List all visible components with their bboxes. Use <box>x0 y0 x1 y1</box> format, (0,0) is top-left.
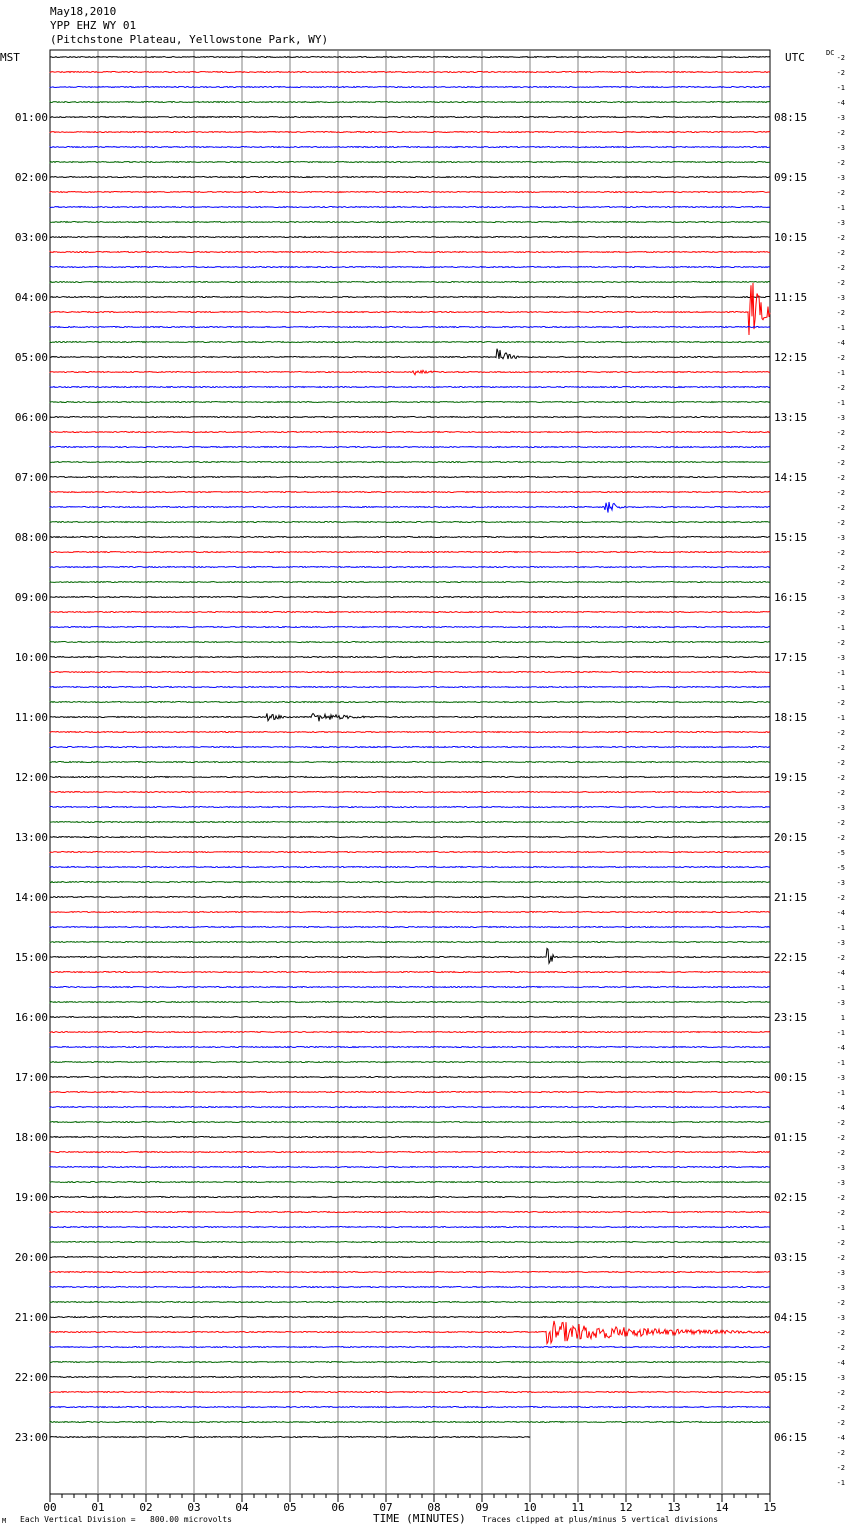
dc-offset-value: -2 <box>836 1464 845 1472</box>
trace-line <box>50 972 770 973</box>
left-timezone-label: MST <box>0 51 20 64</box>
dc-offset-value: -3 <box>836 294 845 302</box>
x-tick-label: 14 <box>715 1501 729 1514</box>
dc-offset-value: -3 <box>836 879 845 887</box>
dc-offset-value: -1 <box>836 204 845 212</box>
trace-line <box>50 327 770 328</box>
dc-offset-header: DC <box>826 49 835 57</box>
dc-offset-value: -2 <box>836 279 845 287</box>
dc-offset-value: -1 <box>836 1224 845 1232</box>
trace-line <box>50 1152 770 1153</box>
trace-line <box>50 1227 770 1228</box>
left-hour-label: 23:00 <box>14 1431 48 1444</box>
right-hour-label: 05:15 <box>774 1371 808 1384</box>
trace-line <box>50 1392 770 1393</box>
dc-offset-value: -2 <box>836 744 845 752</box>
trace-line <box>50 1321 770 1344</box>
trace-line <box>50 162 770 163</box>
trace-line <box>50 837 770 838</box>
dc-offset-value: -2 <box>836 189 845 197</box>
dc-offset-value: -3 <box>836 939 845 947</box>
trace-line <box>50 927 770 928</box>
dc-offset-value: -3 <box>836 114 845 122</box>
trace-line <box>50 687 770 688</box>
trace-line <box>50 1122 770 1123</box>
dc-offset-value: -5 <box>836 864 845 872</box>
dc-offset-value: -1 <box>836 1089 845 1097</box>
left-hour-label: 08:00 <box>14 531 48 544</box>
trace-line <box>50 1077 770 1078</box>
clip-note: Traces clipped at plus/minus 5 vertical divisions <box>482 1515 719 1524</box>
trace-line <box>50 447 770 448</box>
trace-line <box>50 502 770 513</box>
dc-offset-value: -4 <box>836 99 845 107</box>
x-tick-label: 12 <box>619 1501 633 1514</box>
dc-offset-value: -3 <box>836 144 845 152</box>
trace-line <box>50 882 770 883</box>
right-timezone-label: UTC <box>785 51 805 64</box>
dc-offset-value: -4 <box>836 339 845 347</box>
trace-line <box>50 252 770 253</box>
trace-line <box>50 747 770 748</box>
right-hour-label: 10:15 <box>774 231 808 244</box>
trace-line <box>50 177 770 178</box>
trace-line <box>50 1017 770 1018</box>
dc-offset-value: -2 <box>836 459 845 467</box>
trace-line <box>50 417 770 418</box>
left-hour-label: 15:00 <box>14 951 48 964</box>
trace-line <box>50 1002 770 1003</box>
trace-line <box>50 537 770 538</box>
trace-line <box>50 1182 770 1183</box>
trace-line <box>50 1407 770 1408</box>
dc-offset-value: -4 <box>836 969 845 977</box>
dc-offset-value: -2 <box>836 1209 845 1217</box>
trace-line <box>50 657 770 658</box>
trace-line <box>50 912 770 913</box>
trace-line <box>50 852 770 853</box>
dc-offset-value: -3 <box>836 1374 845 1382</box>
dc-offset-value: -5 <box>836 849 845 857</box>
x-tick-label: 03 <box>187 1501 201 1514</box>
trace-line <box>50 147 770 148</box>
trace-line <box>50 72 770 73</box>
dc-offset-value: -2 <box>836 609 845 617</box>
dc-offset-value: -2 <box>836 54 845 62</box>
trace-line <box>50 1212 770 1213</box>
left-hour-label: 17:00 <box>14 1071 48 1084</box>
dc-offset-value: -3 <box>836 174 845 182</box>
trace-line <box>50 612 770 613</box>
dc-offset-value: -2 <box>836 1329 845 1337</box>
x-tick-label: 11 <box>571 1501 585 1514</box>
dc-offset-value: -3 <box>836 804 845 812</box>
dc-offset-value: -2 <box>836 699 845 707</box>
trace-line <box>50 1302 770 1303</box>
dc-offset-value: -3 <box>836 219 845 227</box>
right-hour-label: 01:15 <box>774 1131 808 1144</box>
trace-line <box>50 1422 770 1423</box>
scale-note: Each Vertical Division = 800.00 microvolts <box>20 1515 232 1524</box>
trace-line <box>50 132 770 133</box>
dc-offset-value: -2 <box>836 1404 845 1412</box>
right-hour-label: 06:15 <box>774 1431 808 1444</box>
dc-offset-value: -1 <box>836 684 845 692</box>
trace-line <box>50 987 770 988</box>
right-hour-label: 02:15 <box>774 1191 808 1204</box>
dc-offset-value: -3 <box>836 654 845 662</box>
dc-offset-value: -2 <box>836 1299 845 1307</box>
trace-line <box>50 807 770 808</box>
trace-line <box>50 672 770 673</box>
trace-line <box>50 1137 770 1138</box>
right-hour-label: 17:15 <box>774 651 808 664</box>
trace-line <box>50 1092 770 1093</box>
trace-line <box>50 370 770 374</box>
dc-offset-value: -2 <box>836 1449 845 1457</box>
trace-line <box>50 1347 770 1348</box>
right-hour-label: 19:15 <box>774 771 808 784</box>
right-hour-label: 09:15 <box>774 171 808 184</box>
dc-offset-value: -4 <box>836 1359 845 1367</box>
dc-offset-value: -1 <box>836 1059 845 1067</box>
station-code: YPP EHZ WY 01 <box>50 19 137 32</box>
left-hour-label: 03:00 <box>14 231 48 244</box>
dc-offset-value: -3 <box>836 1314 845 1322</box>
trace-line <box>50 732 770 733</box>
dc-offset-value: -1 <box>836 399 845 407</box>
dc-offset-value: -3 <box>836 1074 845 1082</box>
dc-offset-value: -2 <box>836 234 845 242</box>
trace-line <box>50 1362 770 1363</box>
dc-offset-value: -2 <box>836 519 845 527</box>
dc-offset-value: -2 <box>836 1119 845 1127</box>
x-tick-label: 01 <box>91 1501 105 1514</box>
dc-offset-value: -4 <box>836 909 845 917</box>
trace-line <box>50 1242 770 1243</box>
dc-offset-value: -3 <box>836 999 845 1007</box>
trace-line <box>50 702 770 703</box>
dc-offset-value: -3 <box>836 594 845 602</box>
dc-offset-value: -2 <box>836 489 845 497</box>
dc-offset-value: -1 <box>836 1029 845 1037</box>
right-hour-label: 03:15 <box>774 1251 808 1264</box>
dc-offset-value: -2 <box>836 639 845 647</box>
x-tick-label: 04 <box>235 1501 249 1514</box>
trace-line <box>50 627 770 628</box>
trace-line <box>50 1317 770 1318</box>
dc-offset-value: -2 <box>836 834 845 842</box>
trace-line <box>50 822 770 823</box>
dc-offset-value: -1 <box>836 924 845 932</box>
left-hour-label: 02:00 <box>14 171 48 184</box>
dc-offset-value: -2 <box>836 819 845 827</box>
right-hour-label: 00:15 <box>774 1071 808 1084</box>
trace-line <box>50 1062 770 1063</box>
trace-line <box>50 462 770 463</box>
trace-line <box>50 867 770 868</box>
trace-line <box>50 282 770 283</box>
trace-line <box>50 387 770 388</box>
left-hour-label: 05:00 <box>14 351 48 364</box>
left-hour-label: 14:00 <box>14 891 48 904</box>
trace-line <box>50 948 770 963</box>
trace-line <box>50 777 770 778</box>
trace-line <box>50 402 770 403</box>
trace-line <box>50 267 770 268</box>
dc-offset-value: -4 <box>836 1044 845 1052</box>
trace-line <box>50 567 770 568</box>
dc-offset-value: -2 <box>836 384 845 392</box>
trace-line <box>50 87 770 88</box>
dc-offset-value: -2 <box>836 69 845 77</box>
dc-offset-value: -2 <box>836 1149 845 1157</box>
dc-offset-value: -2 <box>836 444 845 452</box>
dc-offset-value: -2 <box>836 249 845 257</box>
x-tick-label: 15 <box>763 1501 777 1514</box>
dc-offset-value: -2 <box>836 894 845 902</box>
dc-offset-value: -2 <box>836 129 845 137</box>
record-date: May18,2010 <box>50 5 117 18</box>
right-hour-label: 15:15 <box>774 531 808 544</box>
corner-mark: M <box>2 1517 7 1525</box>
dc-offset-value: -2 <box>836 564 845 572</box>
right-hour-label: 22:15 <box>774 951 808 964</box>
trace-line <box>50 582 770 583</box>
dc-offset-value: -2 <box>836 789 845 797</box>
dc-offset-value: -1 <box>836 669 845 677</box>
dc-offset-value: -2 <box>836 429 845 437</box>
trace-line <box>50 57 770 58</box>
dc-offset-value: -2 <box>836 954 845 962</box>
x-tick-label: 02 <box>139 1501 153 1514</box>
right-hour-label: 04:15 <box>774 1311 808 1324</box>
trace-line <box>50 597 770 598</box>
station-location: (Pitchstone Plateau, Yellowstone Park, WY) <box>50 33 329 46</box>
trace-line <box>50 1437 530 1438</box>
dc-offset-value: -2 <box>836 759 845 767</box>
dc-offset-value: -1 <box>836 984 845 992</box>
dc-offset-value: -1 <box>836 624 845 632</box>
trace-line <box>50 207 770 208</box>
left-hour-label: 20:00 <box>14 1251 48 1264</box>
right-hour-label: 21:15 <box>774 891 808 904</box>
dc-offset-value: -2 <box>836 549 845 557</box>
trace-line <box>50 1047 770 1048</box>
left-hour-label: 19:00 <box>14 1191 48 1204</box>
dc-offset-value: -2 <box>836 1344 845 1352</box>
x-tick-label: 13 <box>667 1501 681 1514</box>
right-hour-label: 23:15 <box>774 1011 808 1024</box>
left-hour-label: 21:00 <box>14 1311 48 1324</box>
dc-offset-value: -1 <box>836 1479 845 1487</box>
trace-line <box>50 297 770 298</box>
trace-line <box>50 942 770 943</box>
trace-line <box>50 492 770 493</box>
trace-line <box>50 349 770 359</box>
x-tick-label: 06 <box>331 1501 345 1514</box>
trace-line <box>50 552 770 553</box>
trace-line <box>50 222 770 223</box>
trace-line <box>50 237 770 238</box>
dc-offset-value: -3 <box>836 1269 845 1277</box>
left-hour-label: 11:00 <box>14 711 48 724</box>
dc-offset-value: 1 <box>840 1014 845 1022</box>
dc-offset-value: -2 <box>836 354 845 362</box>
dc-offset-value: -2 <box>836 1419 845 1427</box>
left-hour-label: 18:00 <box>14 1131 48 1144</box>
dc-offset-value: -2 <box>836 264 845 272</box>
dc-offset-value: -2 <box>836 774 845 782</box>
left-hour-label: 10:00 <box>14 651 48 664</box>
trace-line <box>50 117 770 118</box>
x-axis-label: TIME (MINUTES) <box>373 1512 466 1525</box>
trace-line <box>50 342 770 343</box>
trace-line <box>50 192 770 193</box>
dc-offset-value: -1 <box>836 369 845 377</box>
x-tick-label: 00 <box>43 1501 57 1514</box>
dc-offset-value: -4 <box>836 1434 845 1442</box>
dc-offset-value: -2 <box>836 1254 845 1262</box>
x-tick-label: 09 <box>475 1501 489 1514</box>
left-hour-label: 22:00 <box>14 1371 48 1384</box>
dc-offset-value: -3 <box>836 1164 845 1172</box>
right-hour-label: 18:15 <box>774 711 808 724</box>
trace-line <box>50 522 770 523</box>
trace-line <box>50 1167 770 1168</box>
dc-offset-value: -2 <box>836 1134 845 1142</box>
left-hour-label: 13:00 <box>14 831 48 844</box>
dc-offset-value: -3 <box>836 1179 845 1187</box>
left-hour-label: 04:00 <box>14 291 48 304</box>
dc-offset-value: -2 <box>836 1389 845 1397</box>
dc-offset-value: -2 <box>836 504 845 512</box>
trace-line <box>50 477 770 478</box>
right-hour-label: 12:15 <box>774 351 808 364</box>
trace-line <box>50 1257 770 1258</box>
trace-line <box>50 642 770 643</box>
dc-offset-value: -1 <box>836 324 845 332</box>
right-hour-label: 13:15 <box>774 411 808 424</box>
left-hour-label: 01:00 <box>14 111 48 124</box>
dc-offset-value: -2 <box>836 474 845 482</box>
dc-offset-value: -1 <box>836 714 845 722</box>
left-hour-label: 16:00 <box>14 1011 48 1024</box>
dc-offset-value: -2 <box>836 1239 845 1247</box>
right-hour-label: 20:15 <box>774 831 808 844</box>
trace-line <box>50 792 770 793</box>
dc-offset-value: -2 <box>836 159 845 167</box>
left-hour-label: 07:00 <box>14 471 48 484</box>
dc-offset-value: -2 <box>836 1194 845 1202</box>
right-hour-label: 08:15 <box>774 111 808 124</box>
trace-line <box>50 1272 770 1273</box>
left-hour-label: 09:00 <box>14 591 48 604</box>
trace-line <box>50 762 770 763</box>
dc-offset-value: -2 <box>836 309 845 317</box>
right-hour-label: 16:15 <box>774 591 808 604</box>
dc-offset-value: -2 <box>836 729 845 737</box>
trace-line <box>50 1287 770 1288</box>
dc-offset-value: -4 <box>836 1104 845 1112</box>
dc-offset-value: -3 <box>836 1284 845 1292</box>
dc-offset-value: -2 <box>836 579 845 587</box>
trace-line <box>50 897 770 898</box>
trace-line <box>50 102 770 103</box>
x-tick-label: 10 <box>523 1501 537 1514</box>
trace-line <box>50 1197 770 1198</box>
dc-offset-value: -1 <box>836 84 845 92</box>
right-hour-label: 11:15 <box>774 291 808 304</box>
trace-line <box>50 1032 770 1033</box>
trace-line <box>50 1107 770 1108</box>
x-tick-label: 07 <box>379 1501 393 1514</box>
trace-line <box>50 432 770 433</box>
dc-offset-value: -3 <box>836 534 845 542</box>
right-hour-label: 14:15 <box>774 471 808 484</box>
left-hour-label: 12:00 <box>14 771 48 784</box>
x-tick-label: 08 <box>427 1501 441 1514</box>
trace-line <box>50 713 770 721</box>
trace-line <box>50 1377 770 1378</box>
dc-offset-value: -3 <box>836 414 845 422</box>
x-tick-label: 05 <box>283 1501 297 1514</box>
left-hour-label: 06:00 <box>14 411 48 424</box>
